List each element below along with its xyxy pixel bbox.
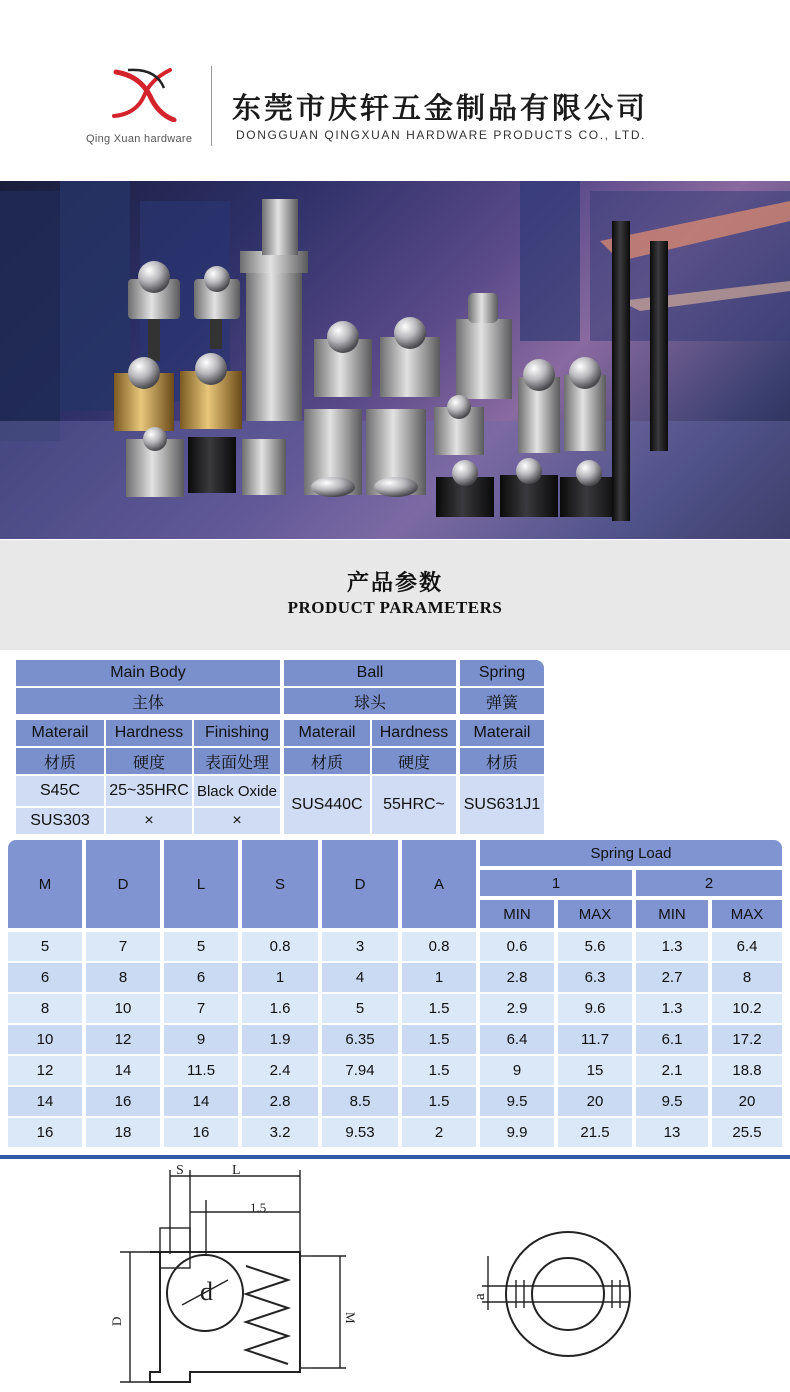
product-photo (0, 181, 790, 539)
group-en-main-body: Main Body (16, 660, 280, 686)
spec-cell-l: 11.5 (164, 1056, 238, 1085)
logo-caption: Qing Xuan hardware (86, 133, 193, 145)
spec-cell-l: 9 (164, 1025, 238, 1054)
header-min-1: MIN (480, 900, 554, 928)
header-m: M (8, 840, 82, 928)
company-name-cn: 东莞市庆轩五金制品有限公司 (232, 91, 649, 125)
body-hardness-2: × (106, 808, 192, 834)
spec-cell-s: 3.2 (242, 1118, 318, 1147)
spec-cell-a: 1.5 (402, 994, 476, 1023)
col-en-0: Materail (16, 720, 104, 746)
header-divider (211, 66, 212, 146)
spec-cell-d-ball: 3 (322, 932, 398, 961)
ball-material: SUS440C (284, 776, 370, 834)
group-cn-ball: 球头 (284, 688, 456, 714)
spec-cell-d: 8 (86, 963, 160, 992)
spec-cell-l: 14 (164, 1087, 238, 1116)
spec-cell-max-1: 6.3 (558, 963, 632, 992)
spec-cell-d: 14 (86, 1056, 160, 1085)
spec-cell-max-1: 11.7 (558, 1025, 632, 1054)
spec-cell-a: 0.8 (402, 932, 476, 961)
spec-cell-l: 7 (164, 994, 238, 1023)
group-cn-main-body: 主体 (16, 688, 280, 714)
spec-cell-a: 1.5 (402, 1087, 476, 1116)
spec-cell-max-2: 17.2 (712, 1025, 782, 1054)
spec-cell-max-2: 6.4 (712, 932, 782, 961)
spec-cell-d-ball: 7.94 (322, 1056, 398, 1085)
header-max-2: MAX (712, 900, 782, 928)
ball-hardness: 55HRC~ (372, 776, 456, 834)
spec-cell-max-1: 15 (558, 1056, 632, 1085)
spec-cell-min-2: 1.3 (636, 932, 708, 961)
spec-cell-a: 1.5 (402, 1056, 476, 1085)
section-title-cn: 产品参数 (346, 571, 443, 596)
col-cn-2: 表面处理 (194, 748, 280, 774)
spec-cell-min-2: 2.1 (636, 1056, 708, 1085)
spec-cell-d-ball: 9.53 (322, 1118, 398, 1147)
body-finishing-2: × (194, 808, 280, 834)
spec-cell-s: 1.9 (242, 1025, 318, 1054)
spec-cell-d: 16 (86, 1087, 160, 1116)
header-load-2: 2 (636, 870, 782, 896)
dim-s-label: S (176, 1163, 184, 1178)
spec-cell-s: 2.4 (242, 1056, 318, 1085)
spec-cell-d-ball: 8.5 (322, 1087, 398, 1116)
body-material-1: S45C (16, 776, 104, 806)
header-s: S (242, 840, 318, 928)
col-cn-4: 硬度 (372, 748, 456, 774)
spec-cell-min-2: 1.3 (636, 994, 708, 1023)
spec-cell-d: 12 (86, 1025, 160, 1054)
col-cn-0: 材质 (16, 748, 104, 774)
spec-cell-max-2: 10.2 (712, 994, 782, 1023)
col-en-4: Hardness (372, 720, 456, 746)
spec-cell-d-ball: 5 (322, 994, 398, 1023)
spec-cell-m: 6 (8, 963, 82, 992)
spec-cell-max-1: 5.6 (558, 932, 632, 961)
header-min-2: MIN (636, 900, 708, 928)
header-max-1: MAX (558, 900, 632, 928)
spring-material: SUS631J1 (460, 776, 544, 834)
spec-cell-l: 6 (164, 963, 238, 992)
spec-cell-min-1: 2.9 (480, 994, 554, 1023)
spec-cell-m: 10 (8, 1025, 82, 1054)
spec-cell-min-2: 13 (636, 1118, 708, 1147)
dim-m-label: M (343, 1312, 358, 1324)
spec-cell-min-2: 6.1 (636, 1025, 708, 1054)
col-cn-1: 硬度 (106, 748, 192, 774)
body-material-2: SUS303 (16, 808, 104, 834)
section-title-en: PRODUCT PARAMETERS (287, 598, 503, 617)
spec-cell-l: 5 (164, 932, 238, 961)
spec-cell-m: 12 (8, 1056, 82, 1085)
spec-cell-max-1: 9.6 (558, 994, 632, 1023)
spec-cell-max-2: 25.5 (712, 1118, 782, 1147)
header-load-1: 1 (480, 870, 632, 896)
col-en-3: Materail (284, 720, 370, 746)
spec-cell-s: 2.8 (242, 1087, 318, 1116)
body-hardness-1: 25~35HRC (106, 776, 192, 806)
group-en-spring: Spring (460, 660, 544, 686)
spec-cell-a: 1 (402, 963, 476, 992)
spec-cell-m: 8 (8, 994, 82, 1023)
group-en-ball: Ball (284, 660, 456, 686)
col-cn-5: 材质 (460, 748, 544, 774)
spec-cell-min-2: 9.5 (636, 1087, 708, 1116)
spec-cell-max-2: 8 (712, 963, 782, 992)
spec-cell-d-ball: 4 (322, 963, 398, 992)
spec-cell-s: 0.8 (242, 932, 318, 961)
spec-cell-max-1: 21.5 (558, 1118, 632, 1147)
spec-cell-a: 2 (402, 1118, 476, 1147)
spec-cell-min-1: 2.8 (480, 963, 554, 992)
spec-cell-max-1: 20 (558, 1087, 632, 1116)
header-a: A (402, 840, 476, 928)
spec-cell-max-2: 20 (712, 1087, 782, 1116)
dim-d-ball-label: d (200, 1277, 213, 1306)
spec-cell-d: 18 (86, 1118, 160, 1147)
group-cn-spring: 弹簧 (460, 688, 544, 714)
spec-cell-max-2: 18.8 (712, 1056, 782, 1085)
spec-cell-min-1: 0.6 (480, 932, 554, 961)
spec-cell-m: 14 (8, 1087, 82, 1116)
spec-cell-d: 7 (86, 932, 160, 961)
dim-d-outer-label: D (109, 1316, 124, 1326)
spec-cell-s: 1.6 (242, 994, 318, 1023)
col-en-1: Hardness (106, 720, 192, 746)
dim-l-label: L (232, 1163, 241, 1178)
spec-cell-min-1: 6.4 (480, 1025, 554, 1054)
header-l: L (164, 840, 238, 928)
spec-cell-d-ball: 6.35 (322, 1025, 398, 1054)
dim-a-label: a (472, 1293, 488, 1300)
company-name-en: DONGGUAN QINGXUAN HARDWARE PRODUCTS CO., LTD. (236, 128, 647, 142)
spec-cell-min-1: 9.5 (480, 1087, 554, 1116)
spec-cell-s: 1 (242, 963, 318, 992)
spec-cell-min-2: 2.7 (636, 963, 708, 992)
company-logo-icon (110, 66, 180, 122)
col-en-2: Finishing (194, 720, 280, 746)
product-banner (0, 181, 790, 539)
spec-cell-a: 1.5 (402, 1025, 476, 1054)
spec-cell-min-1: 9 (480, 1056, 554, 1085)
technical-drawing (0, 1160, 790, 1392)
spec-cell-d: 10 (86, 994, 160, 1023)
spec-cell-m: 5 (8, 932, 82, 961)
header (0, 0, 790, 178)
spec-cell-min-1: 9.9 (480, 1118, 554, 1147)
header-d: D (86, 840, 160, 928)
dim-gap-label: 1.5 (250, 1200, 267, 1215)
spec-cell-m: 16 (8, 1118, 82, 1147)
section-divider (0, 1155, 790, 1159)
header-d-ball: D (322, 840, 398, 928)
col-en-5: Materail (460, 720, 544, 746)
header-spring-load: Spring Load (480, 840, 782, 866)
body-finishing-1: Black Oxide (194, 776, 280, 806)
col-cn-3: 材质 (284, 748, 370, 774)
spec-cell-l: 16 (164, 1118, 238, 1147)
